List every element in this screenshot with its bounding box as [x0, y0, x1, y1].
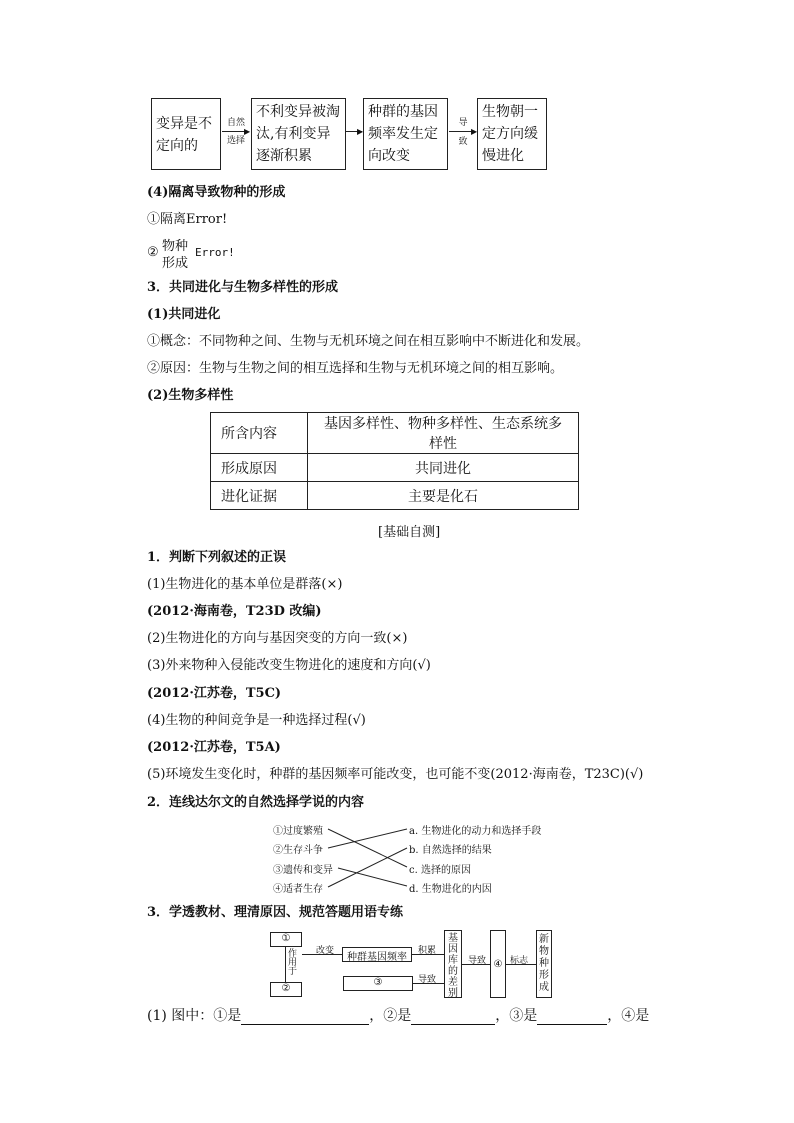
item-3-source: (2012·江苏卷，T5C) — [147, 686, 282, 701]
answer-blank-3[interactable] — [537, 1010, 607, 1025]
match-left-4: ④适者生存 — [273, 884, 323, 895]
answer-blank-2[interactable] — [411, 1010, 495, 1025]
arrow-head-1: ▶ — [244, 127, 251, 136]
species-prefix: ② — [147, 245, 159, 260]
question-2: 2．连线达尔文的自然选择学说的内容 — [147, 795, 365, 810]
fig-box-2 — [270, 982, 302, 997]
fig-new-species-text: 新物种形成 — [539, 934, 549, 993]
fig-act-label: 作用于 — [288, 949, 298, 977]
species-bottom: 形成 — [162, 256, 189, 271]
match-right-d: d. 生物进化的内因 — [409, 884, 492, 895]
fill-c: ，③是 — [495, 1008, 538, 1024]
fig-freq-box — [342, 947, 412, 962]
match-left-3: ③遗传和变异 — [273, 865, 333, 876]
fig-new-species-box — [536, 930, 552, 998]
table-cell: 所含内容 — [211, 413, 308, 454]
species-error: Error! — [195, 246, 235, 259]
coevolution-reason: ②原因：生物与生物之间的相互选择和生物与无机环境之间的相互影响。 — [147, 361, 564, 376]
table-cell: 主要是化石 — [308, 482, 579, 510]
species-top: 物种 — [162, 239, 189, 254]
section-4-title: (4)隔离导致物种的形成 — [147, 185, 286, 200]
match-right-b: b. 自然选择的结果 — [409, 845, 492, 856]
fig-vertical-line — [285, 947, 286, 982]
fig-mark-label: 标志 — [510, 956, 529, 966]
question-1: 1．判断下列叙述的正误 — [147, 550, 287, 565]
lead-label-top: 导 — [458, 118, 468, 128]
table-cell: 共同进化 — [308, 454, 579, 482]
fig-accum-label: 积累 — [418, 946, 437, 956]
match-line — [328, 848, 407, 887]
label-top: 自然 — [226, 118, 245, 128]
coevolution-concept: ①概念：不同物种之间、生物与无机环境之间在相互影响中不断进化和发展。 — [147, 334, 590, 349]
item-3: (3)外来物种入侵能改变生物进化的速度和方向(√) — [147, 658, 431, 673]
fig-box-3 — [343, 976, 413, 991]
arrow-head-3: ▶ — [471, 127, 478, 136]
match-right-c: c. 选择的原因 — [409, 865, 471, 876]
answer-blank-1[interactable] — [241, 1010, 369, 1025]
fig-lead-label-1: 导致 — [468, 956, 487, 966]
item-1: (1)生物进化的基本单位是群落(×) — [147, 577, 343, 592]
table-cell: 形成原因 — [211, 454, 308, 482]
fig-gene-box — [444, 930, 462, 998]
fill-d: ，④是 — [607, 1008, 650, 1024]
question-3: 3．学透教材、理清原因、规范答题用语专练 — [147, 905, 404, 920]
isolation-line: ①隔离Error! — [147, 212, 228, 227]
match-line — [328, 829, 407, 867]
item-2: (2)生物进化的方向与基因突变的方向一致(×) — [147, 631, 408, 646]
match-line — [328, 829, 407, 848]
item-4: (4)生物的种间竞争是一种选择过程(√) — [147, 713, 366, 728]
label-bottom: 选择 — [226, 136, 245, 146]
match-right-a: a. 生物进化的动力和选择手段 — [409, 826, 542, 837]
lead-label-bottom: 致 — [458, 137, 468, 147]
fill-b: ，②是 — [369, 1008, 412, 1024]
arrow-head-2: ▶ — [357, 127, 364, 136]
fill-in-question — [147, 1007, 649, 1025]
fig-box-1-text: ① — [281, 933, 291, 944]
item-1-source: (2012·海南卷，T23D 改编) — [147, 604, 322, 619]
fig-box-4 — [490, 930, 506, 998]
item-5: (5)环境发生变化时，种群的基因频率可能改变，也可能不变(2012·海南卷，T23C)(√) — [147, 767, 644, 782]
flow-box-frequency-text: 种群的基因频率发生定向改变 — [368, 104, 438, 164]
item-4-source: (2012·江苏卷，T5A) — [147, 740, 281, 755]
self-test-header: [基础自测] — [378, 525, 441, 540]
flow-box-direction-text: 生物朝一定方向缓慢进化 — [482, 104, 538, 164]
fig-box-4-text: ④ — [493, 959, 503, 970]
fig-lead-label-2: 导致 — [418, 975, 437, 985]
table-cell: 基因多样性、物种多样性、生态系统多样性 — [308, 413, 579, 454]
fill-a: (1) 图中：①是 — [147, 1008, 242, 1024]
section-3-title: 3．共同进化与生物多样性的形成 — [147, 280, 339, 295]
table-cell: 进化证据 — [211, 482, 308, 510]
flow-box-elimination-text: 不利变异被淘汰,有利变异逐渐积累 — [256, 104, 340, 164]
fig-box-1 — [270, 932, 302, 947]
fig-freq-text: 种群基因频率 — [347, 952, 407, 963]
fig-box-3-text: ③ — [373, 977, 383, 988]
flow-box-variation-text: 变异是不定向的 — [156, 116, 212, 154]
coevolution-title: (1)共同进化 — [147, 307, 221, 322]
fig-box-2-text: ② — [281, 983, 291, 994]
fig-gene-text: 基因库的差别 — [448, 933, 458, 999]
match-left-2: ②生存斗争 — [273, 845, 323, 856]
fig-change-label: 改变 — [316, 946, 335, 956]
match-left-1: ①过度繁殖 — [273, 826, 323, 837]
biodiversity-title: (2)生物多样性 — [147, 388, 234, 403]
